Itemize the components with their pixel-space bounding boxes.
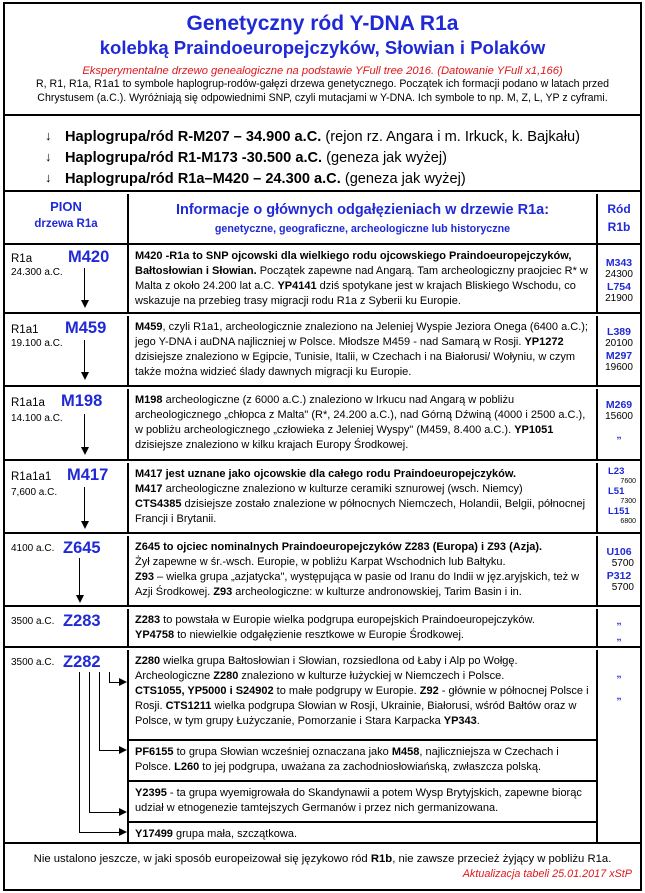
tree-line bbox=[99, 672, 100, 750]
haplogroup-name: Haplogrupa/ród R-M207 – 34.900 a.C. bbox=[65, 129, 322, 145]
branch-date: 19.100 a.C. bbox=[11, 338, 63, 349]
row-branch-cell bbox=[5, 245, 129, 312]
row-branch-cell bbox=[5, 463, 129, 532]
info-bold: CTS1211 bbox=[165, 700, 212, 712]
subgroup-y17499 bbox=[129, 823, 596, 842]
down-arrow-icon bbox=[76, 595, 84, 603]
branch-snp: Z283 bbox=[63, 612, 101, 630]
r1b-cell bbox=[598, 463, 640, 532]
info-text: archeologiczne: w kulturze andronowskiej, Tarim Basin i in. bbox=[232, 586, 522, 598]
info-bold: M459 bbox=[135, 321, 163, 333]
info-bold: Y2395 bbox=[135, 787, 167, 799]
down-arrow-icon bbox=[81, 300, 89, 308]
haplogroup-line bbox=[45, 127, 640, 148]
info-bold: L260 bbox=[174, 761, 200, 773]
info-text: Żył zapewne w śr.-wsch. Europie, w pobliżu Karpat Wschodnich lub Bałtyku. bbox=[135, 556, 506, 568]
row-info bbox=[129, 536, 598, 605]
footer-note bbox=[5, 853, 640, 865]
info-bold: YP343 bbox=[443, 715, 477, 727]
down-arrow-icon: ↓ bbox=[45, 128, 52, 143]
branch-date: 4100 a.C. bbox=[11, 543, 55, 554]
r1b-cell bbox=[598, 245, 640, 312]
info-bold: M198 bbox=[135, 394, 163, 406]
down-arrow-icon bbox=[81, 372, 89, 380]
info-text: to małe podgrupy w Europie. bbox=[273, 685, 420, 697]
r1b-ditto: „ bbox=[616, 615, 622, 627]
table-row bbox=[5, 389, 640, 461]
info-text: wielka podgrupa Słowian w Rosji, Ukrainie, Białorusi, wśród Bałtów oraz w Polsce, w tym grupy Łużyczanie, Pomorzanie i Stara Karpacka bbox=[135, 700, 577, 727]
info-bold: YP1272 bbox=[524, 336, 564, 348]
r1b-year: 19600 bbox=[605, 362, 633, 373]
info-text: Archeologiczne bbox=[135, 670, 214, 682]
info-bold: YP4758 bbox=[135, 629, 175, 641]
info-text: to niewielkie odgałęzienie resztkowe w Europie Środkowej. bbox=[174, 629, 464, 641]
row-branch-cell bbox=[5, 389, 129, 459]
tree-line bbox=[84, 414, 85, 449]
info-bold: YP4141 bbox=[277, 280, 317, 292]
r1b-cell bbox=[598, 536, 640, 605]
r1b-cell bbox=[598, 389, 640, 459]
r1b-snp: M343 bbox=[605, 257, 633, 269]
branch-snp: Z282 bbox=[63, 653, 101, 671]
r1b-cell bbox=[598, 609, 640, 646]
info-text: , czyli R1a1, archeologicznie znaleziono na Jeleniej Wyspie Jeziora Onega (6400 a.C.); jego Y-DNA i auDNA najliczniej w Polsce. Młodsze M459 - nad Samarą w Rosji. bbox=[135, 321, 588, 348]
info-text: dzisiejsze znaleziono w Egipcie, Tunisie, Italii, w Czechach i na Białorusi/ Wołyniu, w czym także można widzieć ślady dawnych migracji ku Europie. bbox=[135, 351, 575, 378]
info-text: archeologiczne znaleziono w kulturze ceramiki sznurowej (wsch. Niemcy) bbox=[162, 483, 523, 495]
row-info bbox=[129, 389, 598, 459]
r1b-cell bbox=[598, 316, 640, 385]
haplogroup-name: Haplogrupa/ród R1-M173 -30.500 a.C. bbox=[65, 150, 323, 166]
info-bold: Y17499 bbox=[135, 828, 173, 840]
tree-line bbox=[99, 750, 121, 751]
info-text: znaleziono w kulturze łużyckiej w Niemczech i Polsce. bbox=[238, 670, 505, 682]
branch-snp: M459 bbox=[65, 319, 107, 337]
branch-snp: M420 bbox=[68, 248, 110, 266]
table-row bbox=[5, 650, 640, 844]
row-branch-cell bbox=[5, 316, 129, 385]
table-header-row bbox=[5, 194, 640, 245]
r1b-snp: L389 bbox=[607, 326, 631, 338]
column-header-pion bbox=[5, 194, 129, 243]
source-note: Eksperymentalne drzewo genealogiczne na podstawie YFull tree 2016. (Datowanie YFull x1,166) bbox=[82, 65, 563, 77]
branch-snp: Z645 bbox=[63, 539, 101, 557]
info-bold: CTS1055, YP5000 i S24902 bbox=[135, 685, 274, 697]
right-arrow-icon bbox=[119, 808, 127, 816]
haplogroup-chain bbox=[5, 118, 640, 192]
info-text: grupa mała, szczątkowa. bbox=[172, 828, 298, 840]
page-frame bbox=[3, 2, 642, 891]
r1b-ditto: „ bbox=[616, 631, 622, 643]
info-text: to jej podgrupa, uważana za zachodniosłowiańską, zwłaszcza polską. bbox=[199, 761, 542, 773]
info-bold: M458 bbox=[391, 746, 420, 758]
right-arrow-icon bbox=[119, 828, 127, 836]
table-row bbox=[5, 245, 640, 314]
info-text: . bbox=[476, 715, 480, 727]
intro-text: R, R1, R1a, R1a1 to symbole haplogrup-rodów-gałęzi drzewa genetycznego. Początek ich formacji podano w latach przed Chrystusem (a.C.). Wyróżniają się odpowiednimi SNP, czyli mutacjami w Y-DNA. Ich symbole to np. M, Z, L, YP z cyframi. bbox=[36, 78, 609, 104]
down-arrow-icon: ↓ bbox=[45, 149, 52, 164]
info-text: dzisiejsze zostało znalezione w północnych Niemczech, Holandii, Belgii, północnej Francji i Brytanii. bbox=[135, 498, 586, 525]
footer-bold: R1b bbox=[370, 853, 393, 865]
info-bold: M420 -R1a to SNP ojcowski dla wielkiego rodu ojcowskiego Praindoeuropejczyków, Bałtosłowian i Słowian. bbox=[135, 250, 572, 277]
tree-line bbox=[89, 672, 90, 812]
info-bold: Z92 bbox=[419, 685, 439, 697]
row-info bbox=[129, 463, 598, 532]
tree-line bbox=[84, 340, 85, 374]
info-bold: Z93 bbox=[135, 571, 154, 583]
page-title: Genetyczny ród Y-DNA R1a bbox=[186, 12, 459, 35]
tree-line bbox=[84, 268, 85, 302]
r1b-year: 5700 bbox=[611, 558, 634, 569]
info-bold: Z280 bbox=[213, 670, 239, 682]
update-date: Aktualizacja tabeli 25.01.2017 xStP bbox=[462, 868, 632, 880]
down-arrow-icon bbox=[81, 521, 89, 529]
right-arrow-icon bbox=[119, 746, 127, 754]
row-info bbox=[129, 245, 598, 312]
column-header-r1b-title: Ród bbox=[607, 202, 631, 216]
row-info bbox=[129, 316, 598, 385]
tree-line bbox=[109, 672, 110, 682]
down-arrow-icon: ↓ bbox=[45, 170, 52, 185]
r1b-snp: L23 bbox=[608, 466, 625, 477]
r1b-year: 5700 bbox=[611, 582, 634, 593]
table-row bbox=[5, 536, 640, 607]
row-branch-cell bbox=[5, 609, 129, 646]
footer bbox=[5, 846, 640, 880]
table-row bbox=[5, 316, 640, 387]
tree-line bbox=[79, 672, 80, 832]
branch-date: 7,600 a.C. bbox=[11, 487, 58, 498]
branch-label: R1a1a bbox=[11, 397, 45, 409]
r1b-ditto: „ bbox=[616, 668, 622, 680]
tree-line bbox=[84, 487, 85, 523]
column-header-pion-title: PION bbox=[50, 199, 82, 214]
branch-label: R1a1 bbox=[11, 324, 39, 336]
info-bold: CTS4385 bbox=[135, 498, 182, 510]
r1b-ditto: „ bbox=[616, 429, 622, 441]
down-arrow-icon bbox=[81, 447, 89, 455]
page-subtitle: kolebką Praindoeuropejczyków, Słowian i Polaków bbox=[99, 37, 546, 58]
r1b-year: 24300 bbox=[605, 269, 633, 280]
branch-date: 3500 a.C. bbox=[11, 616, 55, 627]
column-header-info bbox=[129, 194, 598, 243]
info-text: Początek zapewne nad Angarą. Tam archeologiczny praojciec R* w Malta z około 24.200 lat a.C. bbox=[135, 265, 588, 292]
table-row bbox=[5, 609, 640, 648]
footer-text: , nie zawsze przecież żyjący w pobliżu R1a. bbox=[392, 853, 612, 865]
right-arrow-icon bbox=[119, 678, 127, 686]
r1b-year: 20100 bbox=[605, 338, 633, 349]
tree-line bbox=[89, 812, 121, 813]
info-bold: Z645 to ojciec nominalnych Praindoeuropejczyków Z283 (Europa) i Z93 (Azja). bbox=[135, 541, 543, 553]
info-text: to grupa Słowian wcześniej oznaczana jako bbox=[173, 746, 392, 758]
branch-snp: M198 bbox=[61, 392, 103, 410]
r1b-year: 15600 bbox=[605, 411, 633, 422]
branch-date: 3500 a.C. bbox=[11, 657, 55, 668]
column-header-r1b-sub: R1b bbox=[607, 220, 631, 234]
info-text: - głównie w północnej Polsce i Rosji. bbox=[135, 685, 589, 712]
column-header-info-title: Informacje o głównych odgałęzieniach w drzewie R1a: bbox=[175, 202, 550, 218]
branch-date: 14.100 a.C. bbox=[11, 413, 63, 424]
tree-line bbox=[79, 832, 121, 833]
haplogroup-line bbox=[45, 148, 640, 169]
haplogroup-name: Haplogrupa/ród R1a–M420 – 24.300 a.C. bbox=[65, 171, 341, 187]
column-header-pion-sub: drzewa R1a bbox=[34, 218, 98, 230]
r1b-year: 6800 bbox=[620, 518, 636, 525]
row-info bbox=[129, 650, 598, 842]
info-bold: Z283 bbox=[135, 614, 161, 626]
r1b-snp: L754 bbox=[607, 281, 631, 293]
r1b-year: 7600 bbox=[620, 478, 636, 485]
info-text: archeologiczne (z 6000 a.C.) znaleziono w Irkucu nad Angarą w pobliżu archeologicznego „chłopca z Malta" (R*, 24.200 a.C.), nad Górną Dźwiną (4000 i 2500 a.C.), w pobliżu archeologicznego „człowieka z Jeleniej Wyspy" (M459, 8.400 a.C.). bbox=[135, 394, 586, 436]
header bbox=[5, 4, 640, 116]
footer-text: Nie ustalono jeszcze, w jaki sposób europeizował się językowo ród bbox=[33, 853, 371, 865]
r1b-snp: L51 bbox=[608, 486, 625, 497]
r1b-snp: M297 bbox=[605, 350, 633, 362]
branch-snp: M417 bbox=[67, 466, 109, 484]
haplogroup-note: (geneza jak wyżej) bbox=[322, 150, 448, 166]
haplogroup-line bbox=[45, 169, 640, 190]
info-text: dzisiejsze znaleziono w kilku krajach Europy Środkowej. bbox=[135, 439, 409, 451]
row-branch-cell bbox=[5, 650, 129, 842]
info-text: , najliczniejsza w Czechach i Polsce. bbox=[135, 746, 559, 773]
info-text: - ta grupa wyemigrowała do Skandynawii a potem Wysp Brytyjskich, zapewne biorąc udział w etnogenezie tamtejszych Germanów i przez nich germanizowana. bbox=[135, 787, 582, 814]
subgroup-pf6155 bbox=[129, 741, 596, 775]
r1b-snp: P312 bbox=[606, 570, 632, 582]
branch-label: R1a1a1 bbox=[11, 471, 52, 483]
info-bold: PF6155 bbox=[135, 746, 174, 758]
r1b-snp: M269 bbox=[605, 399, 633, 411]
haplogroup-note: (geneza jak wyżej) bbox=[340, 171, 466, 187]
info-bold: Z93 bbox=[213, 586, 233, 598]
r1b-snp: L151 bbox=[608, 506, 630, 517]
r1b-snp: U106 bbox=[606, 546, 632, 558]
info-bold: YP1051 bbox=[514, 424, 554, 436]
info-text: dziś spotykane jest w krajach Bliskiego Wschodu, co wskazuje na przebieg trasy migracji rodu R1a z Syberii ku Europie. bbox=[135, 280, 576, 307]
column-header-r1b bbox=[598, 194, 640, 243]
branch-date: 24.300 a.C. bbox=[11, 267, 63, 278]
subgroup-z280 bbox=[129, 650, 596, 737]
haplogroup-note: (rejon rz. Angara i m. Irkuck, k. Bajkału) bbox=[321, 129, 581, 145]
info-text: wielka grupa Bałtosłowian i Słowian, rozsiedlona od Łaby i Alp po Wołgę. bbox=[160, 655, 518, 667]
info-text: to powstała w Europie wielka podgrupa europejskich Praindoeuropejczyków. bbox=[160, 614, 535, 626]
table-row bbox=[5, 463, 640, 534]
info-bold: M417 jest uznane jako ojcowskie dla całego rodu Praindoeuropejczyków. bbox=[135, 468, 517, 480]
branch-label: R1a bbox=[11, 253, 33, 265]
r1b-year: 7300 bbox=[620, 498, 636, 505]
tree-line bbox=[79, 558, 80, 597]
r1b-year: 21900 bbox=[605, 293, 633, 304]
column-header-info-sub: genetyczne, geograficzne, archeologiczne lub historyczne bbox=[214, 223, 511, 235]
r1b-cell bbox=[598, 650, 640, 842]
r1b-ditto: „ bbox=[616, 690, 622, 702]
info-bold: M417 bbox=[135, 483, 163, 495]
row-info bbox=[129, 609, 598, 646]
subgroup-y2395 bbox=[129, 782, 596, 816]
info-bold: Z280 bbox=[135, 655, 161, 667]
row-branch-cell bbox=[5, 536, 129, 605]
info-text: – wielka grupa „azjatycka", występująca w pasie od Iranu do Indii w jęz.aryjskich, też w Azji Środkowej. bbox=[135, 571, 580, 598]
